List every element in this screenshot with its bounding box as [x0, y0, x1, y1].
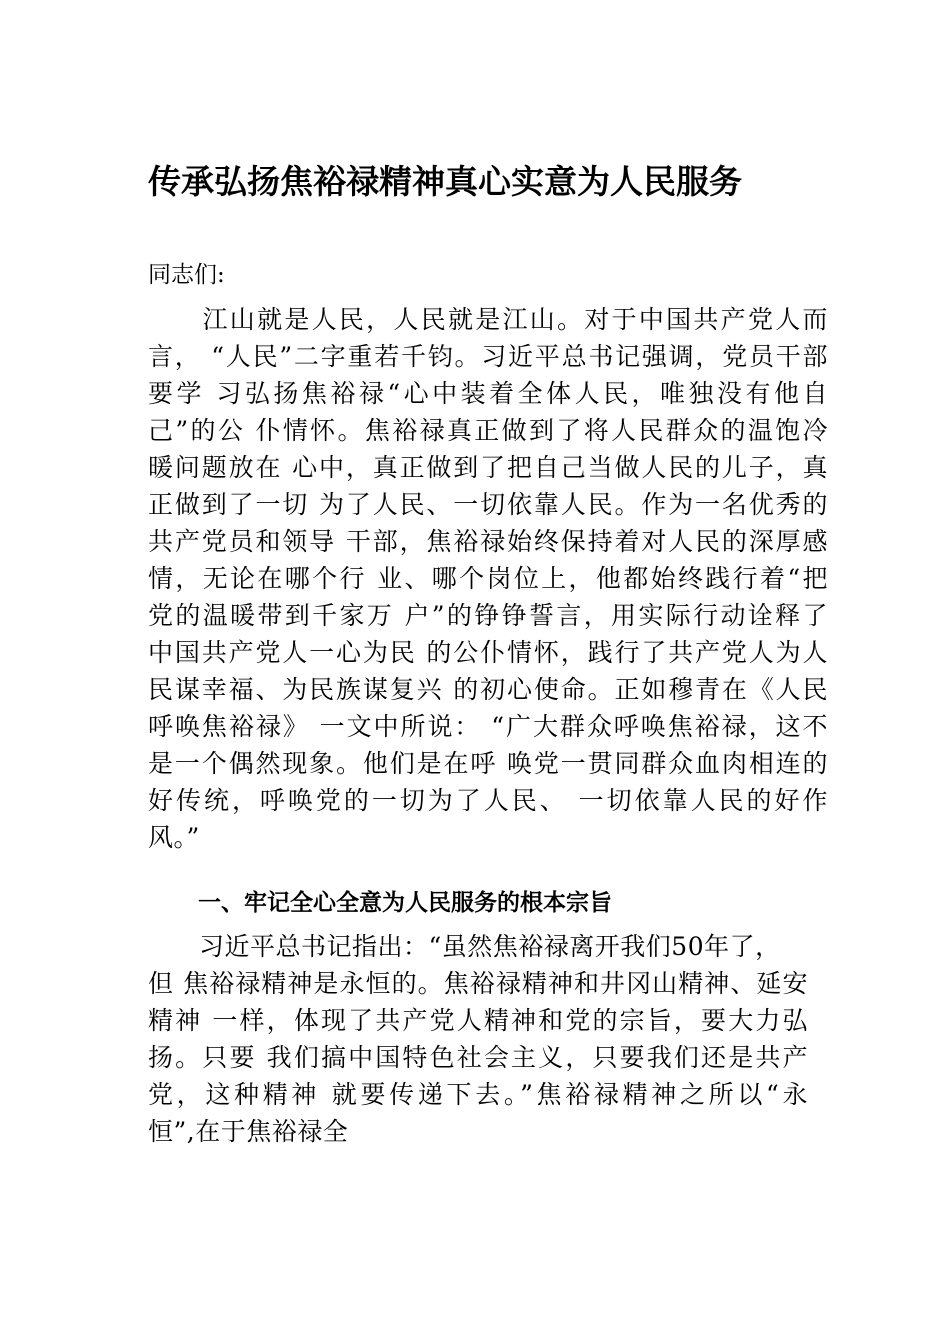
paragraph-line: 党的温暖带到千家万 户”的铮铮誓言，用实际行动诠释了 — [148, 601, 828, 630]
paragraph-line: 要学 习弘扬焦裕禄“心中装着全体人民，唯独没有他自 — [148, 379, 828, 408]
paragraph-line: 民谋幸福、为民族谋复兴 的初心使命。正如穆青在《人民 — [148, 675, 828, 704]
paragraph-line: 但 焦裕禄精神是永恒的。焦裕禄精神和井冈山精神、延安 — [148, 969, 808, 998]
paragraph-line: 共产党员和领导 干部，焦裕禄始终保持着对人民的深厚感 — [148, 527, 828, 556]
paragraph-line: 己”的公 仆情怀。焦裕禄真正做到了将人民群众的温饱冷 — [148, 416, 828, 445]
paragraph-line: 言， “人民”二字重若千钧。习近平总书记强调，党员干部 — [148, 342, 828, 371]
paragraph-line: 情，无论在哪个行 业、哪个岗位上，他都始终践行着“把 — [148, 564, 828, 593]
paragraph-line: 呼唤焦裕禄》 一文中所说： “广大群众呼唤焦裕禄，这不 — [148, 712, 828, 741]
paragraph-line: 中国共产党人一心为民 的公仆情怀，践行了共产党人为人 — [148, 638, 828, 667]
paragraph-line: 党，这种精神 就要传递下去。”焦裕禄精神之所以“永 — [148, 1080, 808, 1109]
paragraph-line: 习近平总书记指出：“虽然焦裕禄离开我们50年了， — [148, 932, 781, 961]
paragraph-line: 正做到了一切 为了人民、一切依靠人民。作为一名优秀的 — [148, 490, 828, 519]
paragraph-line: 江山就是人民，人民就是江山。对于中国共产党人而 — [148, 305, 828, 334]
paragraph-line: 恒”,在于焦裕禄全 — [148, 1117, 349, 1146]
paragraph-line: 风。” — [148, 823, 200, 852]
section-heading: 一、牢记全心全意为人民服务的根本宗旨 — [198, 890, 612, 916]
paragraph-line: 暖问题放在 心中，真正做到了把自己当做人民的儿子，真 — [148, 453, 828, 482]
paragraph-line: 好传统，呼唤党的一切为了人民、 一切依靠人民的好作 — [148, 786, 828, 815]
salutation: 同志们: — [148, 262, 225, 288]
paragraph-line: 扬。只要 我们搞中国特色社会主义，只要我们还是共产 — [148, 1043, 808, 1072]
paragraph-line: 是一个偶然现象。他们是在呼 唤党一贯同群众血肉相连的 — [148, 749, 828, 778]
document-title: 传承弘扬焦裕禄精神真心实意为人民服务 — [148, 162, 742, 201]
paragraph-line: 精神 一样，体现了共产党人精神和党的宗旨，要大力弘 — [148, 1006, 808, 1035]
